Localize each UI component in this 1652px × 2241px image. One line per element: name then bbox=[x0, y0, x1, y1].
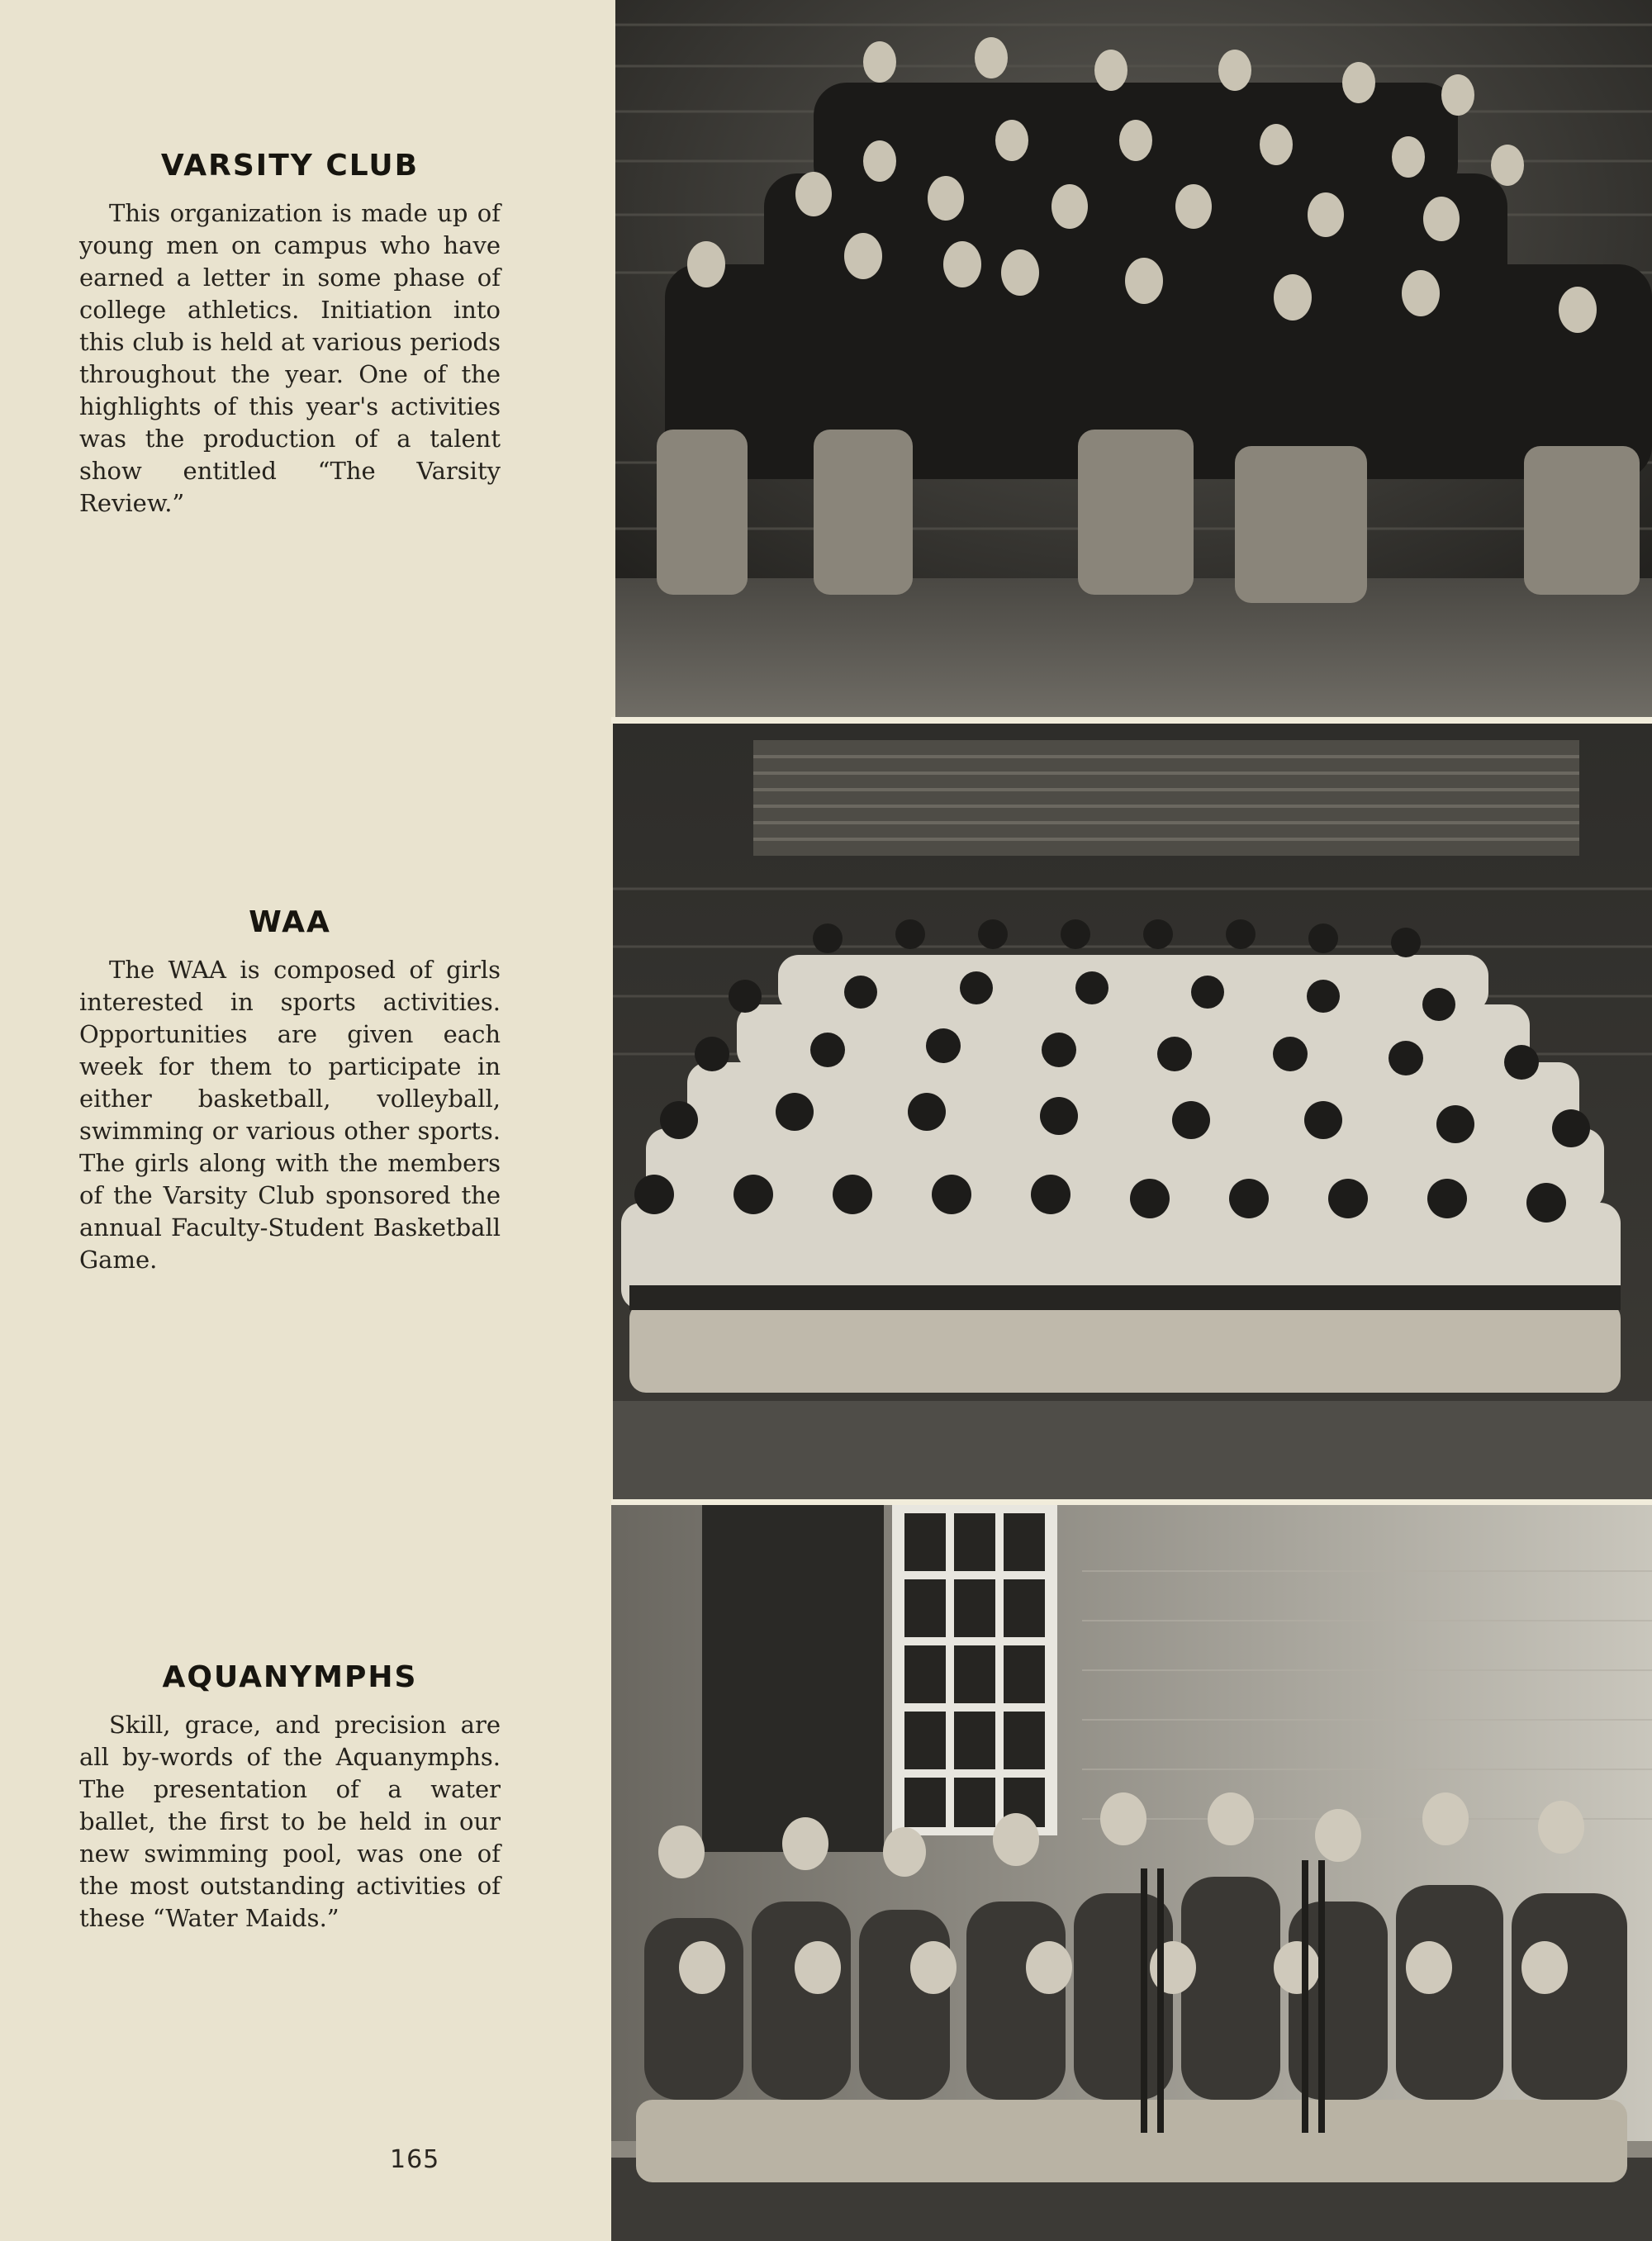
aquanymphs-section bbox=[79, 1660, 501, 1935]
varsity-club-section bbox=[79, 149, 501, 520]
page-number: 165 bbox=[390, 2145, 440, 2174]
varsity-club-photo-graphic bbox=[615, 0, 1652, 717]
aquanymphs-description: Skill, grace, and precision are all by-words of the Aquanymphs. The presentation of a water ballet, the first to be held in our new swimming pool, was one of the most outstanding activities of these “Water Maids.” bbox=[79, 1711, 501, 1932]
aquanymphs-heading: AQUANYMPHS bbox=[162, 1660, 418, 1694]
waa-photo bbox=[613, 724, 1652, 1500]
waa-heading: WAA bbox=[249, 905, 331, 939]
aquanymphs-photo bbox=[611, 1505, 1652, 2241]
aquanymphs-photo-graphic bbox=[611, 1505, 1652, 2241]
varsity-club-heading: VARSITY CLUB bbox=[160, 149, 420, 183]
waa-photo-graphic bbox=[613, 724, 1652, 1500]
varsity-club-description: This organization is made up of young men on campus who have earned a letter in some phase of college athletics. Initiation into this club is held at various periods throughout the year. One of the highlights of this year's activities was the production of a talent show entitled “The Varsity Review.” bbox=[79, 199, 501, 517]
varsity-club-photo bbox=[615, 0, 1652, 717]
photo-divider bbox=[611, 717, 1652, 724]
waa-description: The WAA is composed of girls interested in sports activities. Opportunities are given each week for them to participate in either basketball, volleyball, swimming or various other sports. The girls along with the members of the Varsity Club sponsored the annual Faculty-Student Basketball Game. bbox=[79, 956, 501, 1274]
waa-section bbox=[79, 905, 501, 1276]
